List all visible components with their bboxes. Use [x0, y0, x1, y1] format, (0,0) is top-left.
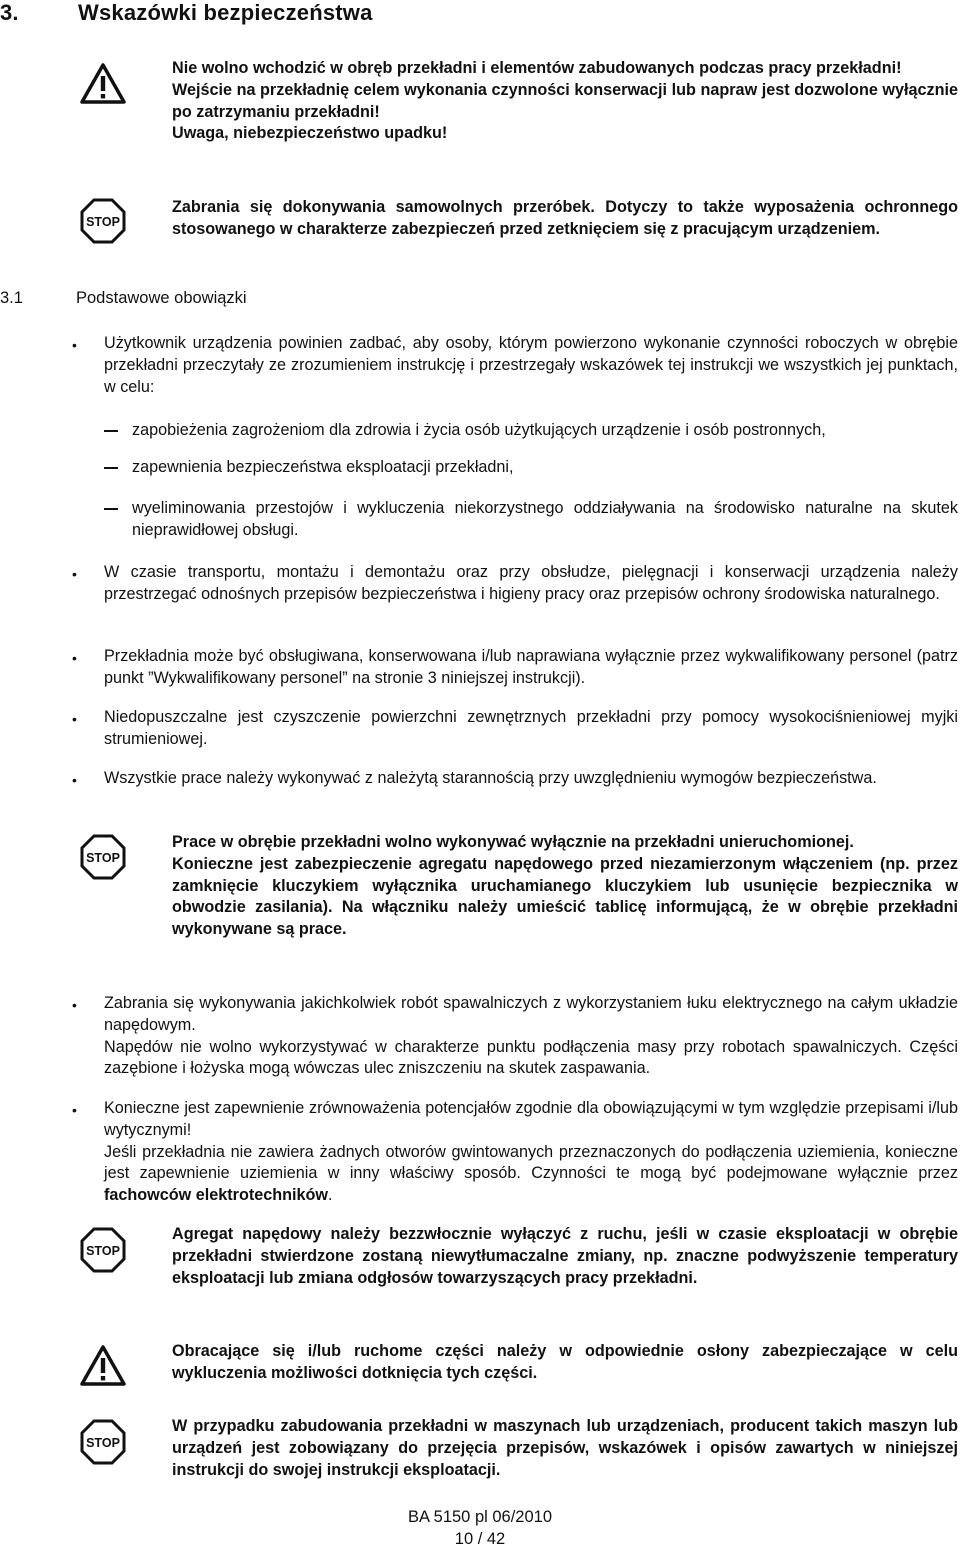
stop-text: Zabrania się dokonywania samowolnych przeróbek. Dotyczy to także wyposażenia ochronnego stosowanego w charakterze zabezpieczeń przed zetknięciem się z pracującym urządzeniem.	[172, 198, 958, 238]
bullet-text: Użytkownik urządzenia powinien zadbać, aby osoby, którym powierzono wykonanie czynności roboczych w obrębie przekładni przeczytały ze zrozumieniem instrukcję i przestrzegały wskazówek tej instrukcji we wszystkich jej punktach, w celu:	[104, 334, 958, 396]
subsection-title: Podstawowe obowiązki	[76, 289, 247, 307]
bullet-marker: •	[72, 711, 77, 727]
warning-line: Nie wolno wchodzić w obręb przekładni i elementów zabudowanych podczas pracy przekładni!	[172, 59, 902, 77]
stop-block-3	[172, 1224, 958, 1289]
section-number: 3.	[0, 0, 19, 25]
stop-sign-icon	[80, 834, 126, 880]
bullet-marker: •	[72, 997, 77, 1013]
stop-block-2	[172, 832, 958, 941]
warning-line: Wejście na przekładnię celem wykonania czynności konserwacji lub napraw jest dozwolone wyłącznie po zatrzymaniu przekładni!	[172, 80, 958, 121]
dash-marker	[104, 430, 118, 432]
stop-text: Konieczne jest zabezpieczenie agregatu napędowego przed niezamierzonym włączeniem (np. przez zamknięcie kluczykiem wyłącznika uruchamianego kluczykiem lub usunięcie bezpiecznika w obwodzie zasilania). Na włączniku należy umieścić tablicę informującą, że w obrębie przekładni wykonywane są prace.	[172, 854, 958, 939]
bullet-paragraph-text: Jeśli przekładnia nie zawiera żadnych otworów gwintowanych przeznaczonych do podłączenia uziemienia, konieczne jest zapewnienie uziemienia w inny właściwy sposób. Czynności te mogą być podejmowane wyłącznie przez	[104, 1142, 958, 1183]
stop-label: STOP	[86, 215, 120, 229]
stop-text: Prace w obrębie przekładni wolno wykonywać wyłącznie na przekładni unieruchomionej.	[172, 833, 854, 851]
bullet-marker: •	[72, 337, 77, 353]
bullet-paragraph: Zabrania się wykonywania jakichkolwiek robót spawalniczych z wykorzystaniem łuku elektrycznego na całym układzie napędowym.	[104, 994, 958, 1034]
dash-marker	[104, 467, 118, 469]
warning-line: Uwaga, niebezpieczeństwo upadku!	[172, 124, 448, 143]
warning-block-1	[172, 58, 958, 145]
bullet-text: Przekładnia może być obsługiwana, konserwowana i/lub naprawiana wyłącznie przez wykwalifikowany personel (patrz punkt ”Wykwalifikowany personel” na stronie 3 niniejszej instrukcji).	[104, 647, 958, 687]
stop-label: STOP	[86, 1436, 120, 1450]
stop-sign-icon	[80, 1227, 126, 1273]
bullet-marker: •	[72, 566, 77, 582]
section-title: Wskazówki bezpieczeństwa	[78, 0, 373, 25]
bullet-text: W czasie transportu, montażu i demontażu oraz przy obsłudze, pielęgnacji i konserwacji urządzenia należy przestrzegać odnośnych przepisów bezpieczeństwa i higieny pracy oraz przepisów ochrony środowiska naturalnego.	[104, 563, 958, 603]
stop-label: STOP	[86, 1244, 120, 1258]
stop-block-4	[172, 1416, 958, 1481]
dash-text: wyeliminowania przestojów i wykluczenia niekorzystnego oddziaływania na środowisko naturalne na skutek nieprawidłowej obsługi.	[132, 499, 958, 539]
dash-marker	[104, 508, 118, 510]
footer-doc-id: BA 5150 pl 06/2010	[407, 1508, 553, 1526]
stop-sign-icon	[80, 1419, 126, 1465]
bullet-text: Wszystkie prace należy wykonywać z należytą starannością przy uwzględnieniu wymogów bezpieczeństwa.	[104, 769, 877, 787]
bullet-marker: •	[72, 772, 77, 788]
bullet-text: Niedopuszczalne jest czyszczenie powierzchni zewnętrznych przekładni przy pomocy wysokociśnieniowej myjki strumieniowej.	[104, 708, 958, 748]
warning-block-2	[172, 1341, 958, 1385]
dash-text: zapewnienia bezpieczeństwa eksploatacji przekładni,	[132, 458, 514, 476]
stop-text: Agregat napędowy należy bezzwłocznie wyłączyć z ruchu, jeśli w czasie eksploatacji w obrębie przekładni stwierdzone zostaną niewytłumaczalne zmiany, np. znaczne podwyższenie temperatury eksploatacji lub zmiana odgłosów towarzyszących pracy przekładni.	[172, 1225, 958, 1287]
section-heading	[0, 0, 373, 26]
footer-page-number: 10 / 42	[454, 1530, 506, 1548]
stop-sign-icon	[80, 198, 126, 244]
bullet-paragraph	[104, 1142, 958, 1207]
warning-text: Obracające się i/lub ruchome części należy w odpowiednie osłony zabezpieczające w celu wykluczenia możliwości dotknięcia tych części.	[172, 1342, 958, 1382]
bullet-text	[104, 993, 958, 1080]
dash-text: zapobieżenia zagrożeniom dla zdrowia i życia osób użytkujących urządzenie i osób postronnych,	[132, 421, 826, 439]
stop-label: STOP	[86, 851, 120, 865]
subsection-heading	[0, 289, 247, 308]
warning-triangle-icon	[80, 1342, 126, 1388]
punctuation: .	[327, 1186, 333, 1205]
stop-block-1	[172, 197, 958, 241]
warning-triangle-icon	[80, 60, 126, 106]
bullet-text	[104, 1098, 958, 1207]
bullet-paragraph: Napędów nie wolno wykorzystywać w charakterze punktu podłączenia masy przy robotach spawalniczych. Części zazębione i łożyska mogą wówczas ulec zniszczeniu na skutek zaspawania.	[104, 1037, 958, 1078]
subsection-number: 3.1	[0, 289, 23, 307]
stop-text: W przypadku zabudowania przekładni w maszynach lub urządzeniach, producent takich maszyn lub urządzeń jest zobowiązany do przejęcia przepisów, wskazówek i opisów zawartych w niniejszej instrukcji do swojej instrukcji eksploatacji.	[172, 1417, 958, 1479]
emphasis-text: fachowców elektrotechników	[104, 1186, 328, 1205]
bullet-paragraph: Konieczne jest zapewnienie zrównoważenia potencjałów zgodnie dla obowiązującymi w tym względzie przepisami i/lub wytycznymi!	[104, 1099, 958, 1139]
bullet-marker: •	[72, 650, 77, 666]
bullet-marker: •	[72, 1102, 77, 1118]
